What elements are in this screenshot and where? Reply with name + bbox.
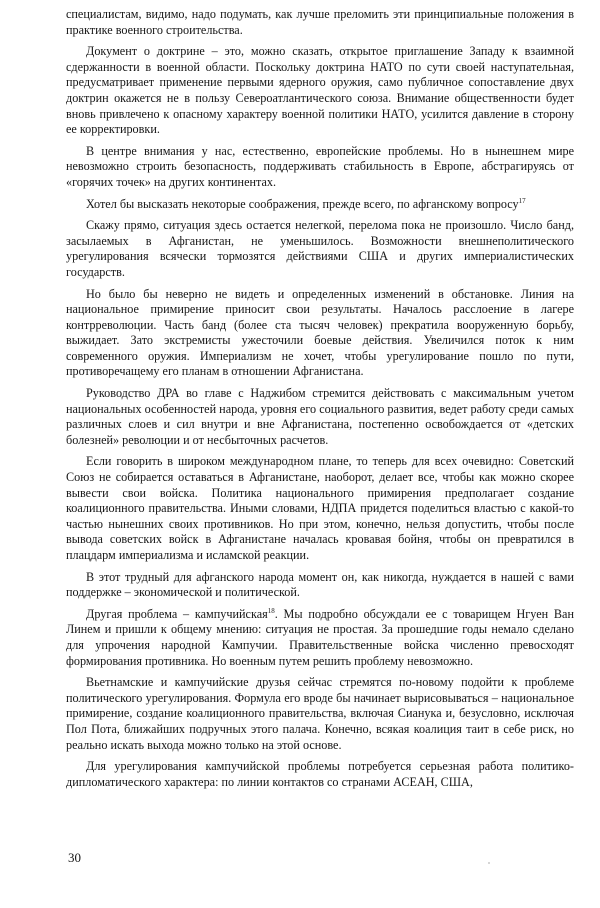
body-text	[66, 7, 574, 790]
footnote-ref-18: 18	[267, 606, 275, 615]
paragraph-12: Для урегулирования кампучийской проблемы потребуется серьезная работа политико-дипломатического характера: по линии контактов со странами АСЕАН, США,	[66, 759, 574, 789]
paragraph-7: Руководство ДРА во главе с Наджибом стремится действовать с максимальным учетом национальных особенностей народа, уровня его социального развития, ведет работу среди самых различных слоев и сил внутри и вне Афганистана, постепенно освобождается от «детских болезней» революции и от несбыточных расчетов.	[66, 386, 574, 447]
paragraph-10: Другая проблема – кампучийская$^{18}$. Мы подробно обсуждали ее с товарищем Нгуен Ван Линем и пришли к общему мнению: ситуация не простая. За прошедшие годы немало сделано для упрочения народной Кампучии. Правительственные войска численно превосходят формирования противника. Но военным путем решить проблему невозможно.	[66, 606, 574, 668]
paragraph-2: Документ о доктрине – это, можно сказать, открытое приглашение Западу к взаимной сдержанности в военной области. Поскольку доктрина НАТО по сути своей наступательная, предусматривает применение первыми ядерного оружия, само публичное сопоставление двух доктрин окажется не в пользу Североатлантического союза. Внимание общественности будет вновь привлечено к опасному характеру военной политики НАТО, усилится давление в сторону ее корректировки.	[66, 44, 574, 137]
page-number: 30	[68, 850, 81, 865]
paragraph-11: Вьетнамские и кампучийские друзья сейчас стремятся по-новому подойти к проблеме политического урегулирования. Формула его вроде бы начинает вырисовываться – национальное примирение, создание коалиционного правительства, включая Сианука и, безусловно, исключая Пол Пота, ближайших подручных этого палача. Конечно, всякая коалиция таит в себе риск, но реально искать выхода можно только на этой основе.	[66, 675, 574, 752]
paragraph-4: Хотел бы высказать некоторые соображения, прежде всего, по афганскому вопросу$^{17}$	[86, 196, 526, 211]
paragraph-6: Но было бы неверно не видеть и определенных изменений в обстановке. Линия на национальное примирение приносит свои результаты. Началось расслоение в лагере контрреволюции. Часть банд (более ста тысяч человек) прекратила вооруженную борьбу, выжидает. Зато экстремисты ужесточили боевые действия. Увеличился поток к ним современного оружия. Империализм не хочет, чтобы урегулирование пошло по пути, противоречащему его планам в отношении Афганистана.	[66, 286, 574, 379]
paragraph-1: специалистам, видимо, надо подумать, как лучше преломить эти принципиальные положения в практике военного строительства.	[66, 7, 574, 37]
scan-speck	[488, 862, 490, 864]
paragraph-5: Скажу прямо, ситуация здесь остается нелегкой, перелома пока не произошло. Число банд, засылаемых в Афганистан, не уменьшилось. Возможности внешнеполитического урегулирования всячески тормозятся действиями США и других империалистических государств.	[66, 218, 574, 279]
paragraph-9: В этот трудный для афганского народа момент он, как никогда, нуждается в нашей с вами поддержке – экономической и политической.	[66, 569, 574, 600]
paragraph-8: Если говорить в широком международном плане, то теперь для всех очевидно: Советский Союз не собирается оставаться в Афганистане, наоборот, делает все, чтобы как можно скорее вывести свои войска. Политика национального примирения предполагает создание коалиционного правительства. Иными словами, НДПА придется поделиться властью с какой-то частью нынешних своих противников. Но при этом, конечно, нельзя допустить, чтобы после вывода советских войск в Афганистане началась кровавая бойня, чтобы он превратился в плацдарм империализма и исламской реакции.	[66, 454, 574, 562]
paragraph-3: В центре внимания у нас, естественно, европейские проблемы. Но в нынешнем мире невозможно строить безопасность, поддерживать стабильность в Европе, абстрагируясь от «горячих точек» на других континентах.	[66, 143, 574, 189]
footnote-ref-17: 17	[518, 196, 526, 205]
